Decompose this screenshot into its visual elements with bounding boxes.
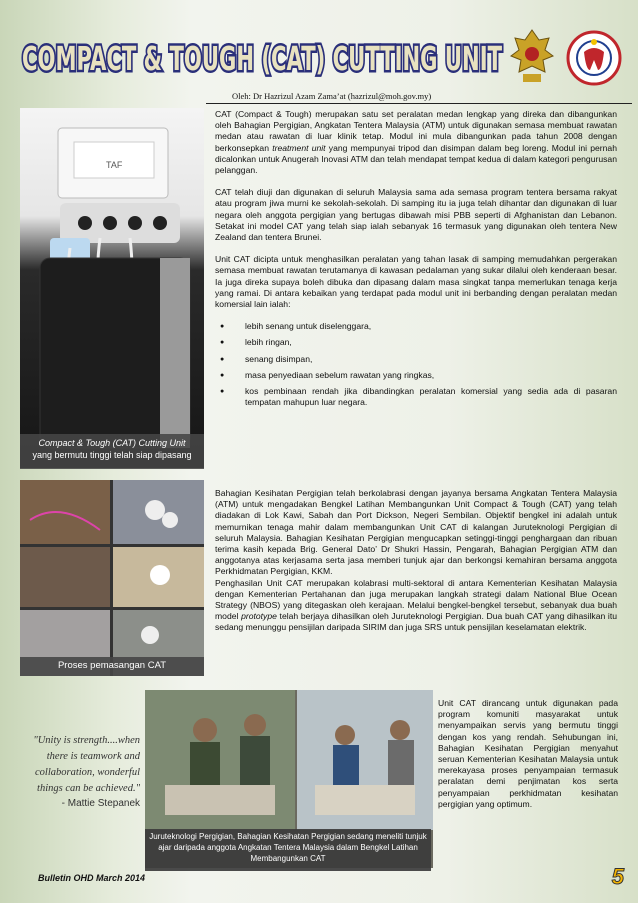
list-item: ● lebih senang untuk diselenggara,: [215, 321, 617, 332]
paragraph-2: CAT telah diuji dan digunakan di seluruh Malaysia sama ada semasa program tentera bersama rakyat atau program jiwa murni ke sekolah-sekolah. Di samping itu ia juga telah dihantar dan digunakan di luar negara oleh anggota pergigian yang bertugas dibawah misi PBB seperti di Afghanistan dan Lebanon. Setakat ini model CAT yang telah siap ialah sebanyak 16 termasuk yang digunakan oleh tentera New Zealand dan tentera Brunei.: [215, 187, 617, 243]
paragraph-3: Unit CAT dicipta untuk menghasilkan peralatan yang tahan lasak di samping memudahkan pergerakan semasa membuat rawatan terutamanya di kawasan pedalaman yang sukar dilalui oleh kenderaan besar. Ia juga direka supaya boleh dibuka dan dipasang dalam masa singkat tanpa memerlukan tenaga kerja yang ramai. Di antara kebaikan yang terdapat pada modul unit ini berbanding dengan peralatan medan komersial lain ialah:: [215, 254, 617, 310]
author-divider: [206, 103, 632, 104]
list-item: ● lebih ringan,: [215, 337, 617, 348]
paragraph-4: Bahagian Kesihatan Pergigian telah berkolabrasi dengan jayanya bersama Angkatan Tentera Malaysia (ATM) untuk mengadakan Bengkel Latihan Membangunkan Unit Compact & Tough (CAT) yang telah diadakan di Lok Kawi, Sabah dan Port Dickson, Negeri Sembilan. Objektif bengkel ini adalah untuk memurnikan tenaga mahir dalam membangunkan Unit CAT di kalangan Juruteknologi Pergigian di seluruh Malaysia. Bahagian Kesihatan Pergigian mengucapkan setinggi-tinggi penghargaan dan ribuan terima kasih kepada Brig. General Dato’ Dr Shukri Hassin, Pengarah, Bahagian Pergigian ATM dan anggotanya atas kerjasama serta jasa memberi tunjuk ajar dan berkongsi kemahiran bersama anggota Perkhidmatan Pergigian, KKM.: [215, 488, 617, 577]
author-byline: Oleh: Dr Hazrizul Azam Zama’at (hazrizul@moh.gov.my): [232, 91, 432, 101]
svg-text:TAF: TAF: [106, 160, 123, 170]
svg-text:COMPACT & TOUGH (CAT) CUTTING: COMPACT & TOUGH (CAT) CUTTING UNIT: [22, 39, 503, 78]
article-body-bottom: Unit CAT dirancang untuk digunakan pada program komuniti masyarakat untuk menyampaikan servis yang bermutu tinggi dengan kos yang rendah. Sehubungan ini, Bahagian Kesihatan Pergigian menyahut seruan Kementerian Kesihatan Malaysia untuk merekayasa proses penyampaian termasuk peralatan demi penjimatan kos serta penyampaian perkhidmatan kesihatan pergigian yang optimum.: [438, 698, 618, 809]
page-number: 5: [611, 864, 624, 889]
photo2-caption: Proses pemasangan CAT: [20, 657, 204, 676]
cat-unit-photo: [20, 108, 204, 468]
bulletin-footer: Bulletin OHD March 2014: [38, 873, 146, 883]
svg-text:COMPACT & TOUGH (CAT) CUTTING: COMPACT & TOUGH (CAT) CUTTING UNIT: [22, 39, 503, 78]
article-title: [18, 30, 508, 80]
benefits-list: [215, 321, 617, 408]
photo1-caption-line1: Compact & Tough (CAT) Cutting Unit: [38, 438, 186, 448]
paragraph-1: CAT (Compact & Tough) merupakan satu set peralatan medan lengkap yang direka dan dibangunkan oleh Bahagian Pergigian, Angkatan Tentera Malaysia (ATM) untuk digunakan semasa membuat rawatan medan atau rawatan di luar klinik tetap. Modul ini mula dibangunkan pada tahun 2008 dengan berkonsepkan treatment unit yang mempunyai tripod dan disimpan dalam beg loreng. Modul ini pernah dicalonkan untuk Anugerah Inovasi ATM dan telah mendapat tempat kedua di dalam kategori pengurusan pelanggan.: [215, 109, 617, 176]
photo1-caption-line2: yang bermutu tinggi telah siap dipasang: [32, 450, 192, 460]
quote-author: - Mattie Stepanek: [61, 798, 140, 809]
quote-text: "Unity is strength....when there is teamwork and collaboration, wonderful things can be achieved.": [33, 735, 140, 794]
article-body-middle: [215, 488, 617, 645]
list-item: ● masa penyediaan sebelum rawatan yang ringkas,: [215, 370, 617, 381]
list-item: ● senang disimpan,: [215, 354, 617, 365]
assembly-photo-collage: [20, 480, 204, 676]
article-body-top: [215, 109, 617, 419]
paragraph-5: Penghasilan Unit CAT merupakan kolabrasi multi-sektoral di antara Kementerian Kesihatan Malaysia dengan Kementerian Pertahanan dan juga merupakan langkah strategi dalam National Blue Ocean Strategy (NBOS) yang ditegaskan oleh kerajaan. Melalui bengkel-bengkel tersebut, sebanyak dua buah model prototype telah berjaya dihasilkan oleh Juruteknologi Pergigian. Dua buah CAT yang dihasilkan itu sedang menunggu pensijilan daripada SIRIM dan juga SRS untuk pensijilan keselamatan elektrik.: [215, 577, 617, 633]
moh-dental-logo: [566, 30, 622, 86]
list-item: ● kos pembinaan rendah jika dibandingkan peralatan komersial yang sedia ada di pasaran tempatan mahupun luar negara.: [215, 386, 617, 408]
photo3-caption: Juruteknologi Pergigian, Bahagian Kesihatan Pergigian sedang meneliti tunjuk ajar daripada anggota Angkatan Tentera Malaysia dalam Bengkel Latihan Membangunkan CAT: [145, 829, 431, 871]
atm-crest-logo: [509, 26, 555, 86]
photo1-caption: [20, 434, 204, 469]
